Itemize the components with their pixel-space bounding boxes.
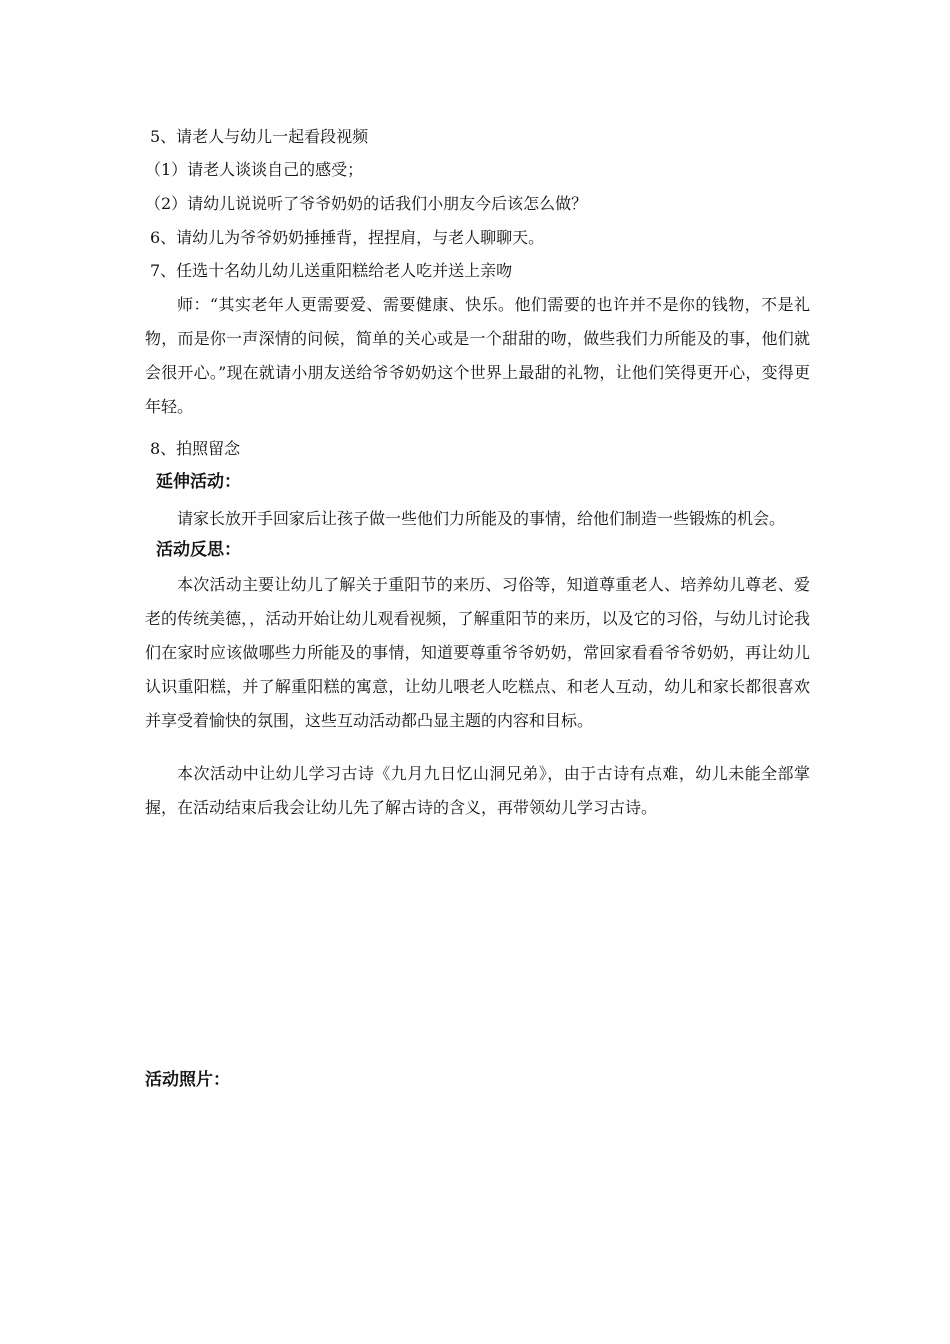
step-5-sub-2-line: （2）请幼儿说说听了爷爷奶奶的话我们小朋友今后该怎么做？ (145, 194, 588, 213)
extension-heading: 延伸活动： (156, 472, 241, 492)
step-8-line: 8、拍照留念 (150, 439, 241, 458)
step-6-line: 6、请幼儿为爷爷奶奶捶捶背，捏捏肩，与老人聊聊天。 (150, 228, 545, 247)
step-5-line: 5、请老人与幼儿一起看段视频 (150, 127, 369, 146)
reflection-heading: 活动反思： (156, 540, 241, 560)
reflection-paragraph-1: 本次活动主要让幼儿了解关于重阳节的来历、习俗等，知道尊重老人、培养幼儿尊老、爱老的传统美德，，活动开始让幼儿观看视频，了解重阳节的来历，以及它的习俗，与幼儿讨论我们在家时应该做哪些力所能及的事情，知道要尊重爷爷奶奶，常回家看看爷爷奶奶，再让幼儿认识重阳糕，并了解重阳糕的寓意，让幼儿喂老人吃糕点、和老人互动，幼儿和家长都很喜欢并享受着愉快的氛围，这些互动活动都凸显主题的内容和目标。 (145, 575, 810, 730)
step-7-line: 7、任选十名幼儿幼儿送重阳糕给老人吃并送上亲吻 (150, 261, 513, 280)
reflection-paragraph-2: 本次活动中让幼儿学习古诗《九月九日忆山洞兄弟》，由于古诗有点难，幼儿未能全部掌握，在活动结束后我会让幼儿先了解古诗的含义，再带领幼儿学习古诗。 (145, 764, 810, 817)
step-5-sub-1-line: （1）请老人谈谈自己的感受； (145, 160, 364, 179)
photos-heading: 活动照片： (145, 1070, 230, 1090)
teacher-quote-paragraph: 师：“其实老年人更需要爱、需要健康、快乐。他们需要的也许并不是你的钱物，不是礼物，而是你一声深情的问候，简单的关心或是一个甜甜的吻，做些我们力所能及的事，他们就会很开心。”现在就请小朋友送给爷爷奶奶这个世界上最甜的礼物，让他们笑得更开心，变得更年轻。 (145, 295, 810, 416)
extension-paragraph: 请家长放开手回家后让孩子做一些他们力所能及的事情，给他们制造一些锻炼的机会。 (177, 509, 786, 528)
